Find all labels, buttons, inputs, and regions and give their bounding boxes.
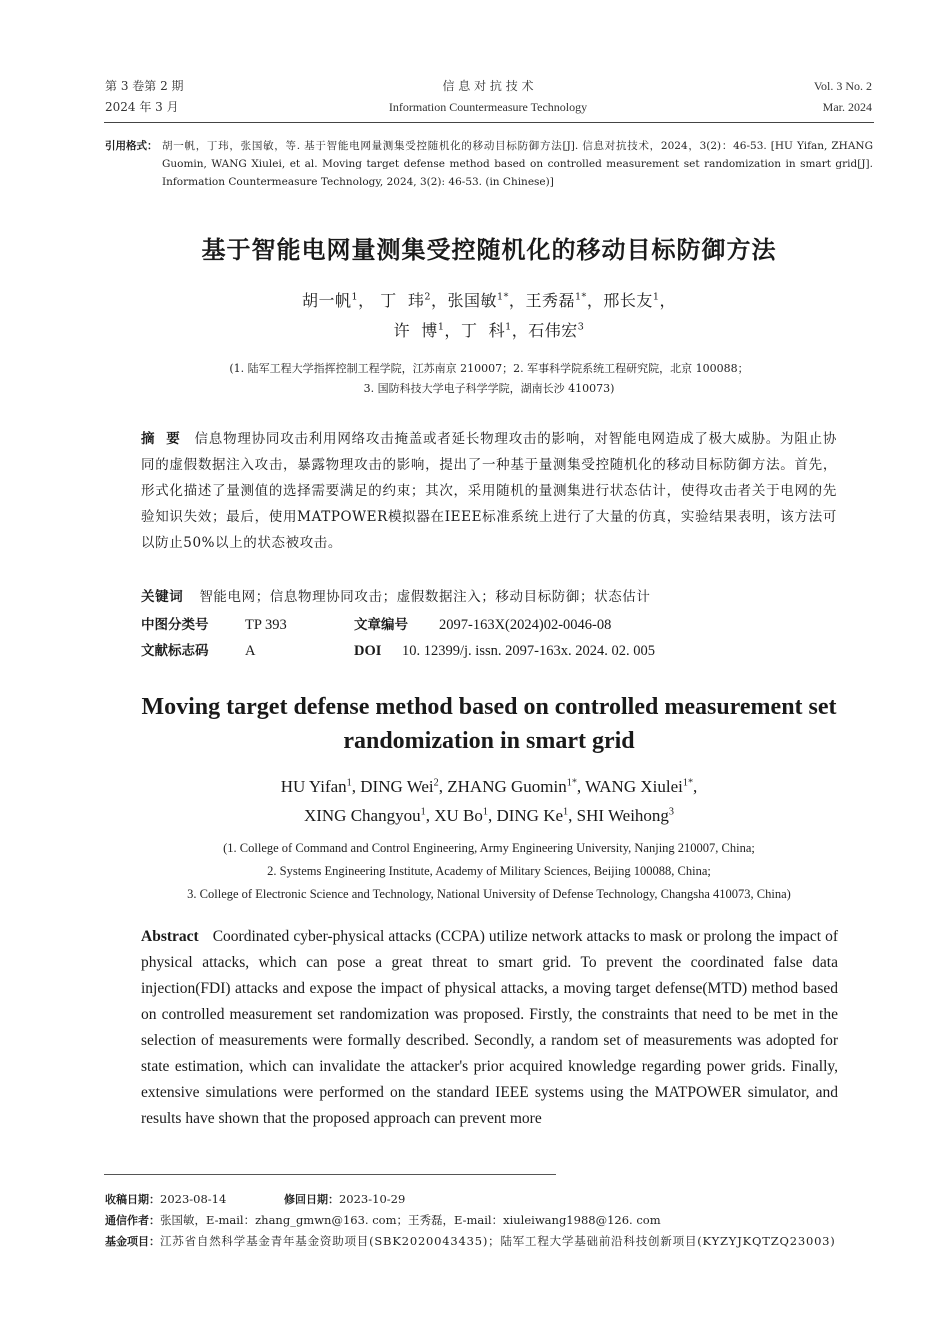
footnotes	[105, 1189, 875, 1252]
author-cn: 丁 玮$^2$	[380, 291, 431, 310]
footnote-fund	[105, 1231, 875, 1252]
article-no-value: 2097-163X(2024)02-0046-08	[439, 617, 612, 633]
author-cn: 胡一帆$^1$	[301, 291, 359, 310]
clc-label: 中图分类号	[141, 617, 209, 633]
author-en: SHI Weihong$^3$	[576, 806, 675, 825]
authors-en-line2: XING Changyou$^1$, XU Bo$^1$, DING Ke$^1$, SHI Weihong$^3$	[303, 806, 675, 825]
footnote-dates	[105, 1189, 875, 1210]
meta-row-1	[141, 613, 837, 639]
author-cn: 邢长友$^1$	[603, 291, 660, 310]
volume-issue-en: Vol. 3 No. 2	[813, 79, 872, 93]
author-cn: 王秀磊$^{1*}$	[525, 291, 587, 310]
header-left	[105, 76, 184, 118]
abstract-cn-text: 信息物理协同攻击利用网络攻击掩盖或者延长物理攻击的影响，对智能电网造成了极大威胁。为阻止协同的虚假数据注入攻击，暴露物理攻击的影响，提出了一种基于量测集受控随机化的移动目标防御方法。首先，形式化描述了量测值的选择需要满足的约束；其次，采用随机的量测集进行状态估计，使得攻击者关于电网的先验知识失效；最后，使用MATPOWER模拟器在IEEE标准系统上进行了大量的仿真，实验结果表明，该方法可以防止50%以上的状态被攻击。	[141, 431, 837, 551]
fund-value: 江苏省自然科学基金青年基金资助项目(SBK2020043435)；陆军工程大学基础前沿科技创新项目(KYZYJKQTZQ23003)	[160, 1234, 836, 1248]
doc-code-value: A	[245, 643, 256, 659]
author-cn: 张国敏$^{1*}$	[447, 291, 509, 310]
affiliations-cn	[60, 359, 918, 399]
author-cn: 许 博$^1$	[393, 321, 445, 340]
abstract-cn-label: 摘 要	[141, 431, 181, 447]
author-cn: 丁 科$^1$	[460, 321, 512, 340]
received-label: 收稿日期：	[105, 1193, 160, 1206]
footnote-corresp	[105, 1210, 875, 1231]
citation-label: 引用格式：	[105, 140, 158, 152]
affiliation-en-line: (1. College of Command and Control Engineering, Army Engineering University, Nanjing 210007, China;	[223, 841, 755, 855]
authors-en-line1: HU Yifan$^1$, DING Wei$^2$, ZHANG Guomin$^{1*}$, WANG Xiulei$^{1*}$,	[280, 777, 698, 796]
header-right	[814, 76, 872, 118]
header-rule	[104, 122, 874, 123]
doi-value: 10. 12399/j. issn. 2097-163x. 2024. 02. 005	[402, 643, 655, 659]
keywords-cn	[141, 586, 837, 608]
journal-name-en: Information Countermeasure Technology	[388, 100, 588, 114]
title-cn: 基于智能电网量测集受控随机化的移动目标防御方法	[201, 236, 777, 264]
fund-label: 基金项目：	[105, 1235, 160, 1248]
author-en: XING Changyou$^1$	[303, 806, 426, 825]
abstract-cn	[141, 426, 837, 556]
revised-value: 2023-10-29	[338, 1192, 406, 1206]
affiliation-en-line: 3. College of Electronic Science and Technology, National University of Defense Technology, Changsha 410073, China)	[187, 887, 791, 901]
meta-block	[141, 613, 837, 665]
author-en: ZHANG Guomin$^{1*}$	[447, 777, 577, 796]
keywords-text: 智能电网；信息物理协同攻击；虚假数据注入；移动目标防御；状态估计	[199, 589, 651, 605]
authors-cn-line2: 许 博$^1$，丁 科$^1$，石伟宏$^3$	[393, 321, 585, 340]
author-en: XU Bo$^1$	[434, 806, 488, 825]
affiliation-cn-line: (1. 陆军工程大学指挥控制工程学院，江苏南京 210007；2. 军事科学院系统工程研究院，北京 100088；	[229, 362, 749, 375]
pub-date-en: Mar. 2024	[822, 100, 872, 114]
title-en: Moving target defense method based on controlled measurement set randomization in smart grid	[141, 694, 837, 754]
footnote-rule	[104, 1174, 556, 1175]
article-no-label: 文章编号	[354, 617, 408, 633]
keywords-label: 关键词	[141, 589, 184, 605]
author-en: DING Ke$^1$	[496, 806, 569, 825]
volume-issue: 第 3 卷第 2 期	[105, 79, 184, 93]
pub-date: 2024 年 3 月	[105, 100, 179, 114]
citation-text: 胡一帆，丁玮，张国敏，等. 基于智能电网量测集受控随机化的移动目标防御方法[J]. 信息对抗技术，2024，3(2)：46-53. [HU Yifan, ZHANG Guomin, WANG Xiulei, et al. Moving target defense method based on controlled measurement set randomization in smart grid[J]. Information Countermeasure Technology, 2024, 3(2): 46-53. (in Chinese)]	[162, 140, 873, 188]
doi-label: DOI	[354, 643, 382, 659]
corresp-value: 张国敏，E-mail：zhang_gmwn@163. com；王秀磊，E-mail：xiuleiwang1988@126. com	[160, 1213, 661, 1227]
doc-code-label: 文献标志码	[141, 643, 209, 659]
received-value: 2023-08-14	[160, 1192, 227, 1206]
header-center	[300, 76, 676, 118]
abstract-en-label: Abstract	[141, 928, 199, 945]
author-en: WANG Xiulei$^{1*}$	[585, 777, 694, 796]
authors-cn-line1: 胡一帆$^1$， 丁 玮$^2$，张国敏$^{1*}$，王秀磊$^{1*}$，邢长友$^1$，	[301, 291, 677, 310]
authors-en	[60, 772, 918, 830]
author-cn: 石伟宏$^3$	[528, 321, 585, 340]
author-en: DING Wei$^2$	[360, 777, 439, 796]
affiliations-en	[60, 837, 918, 906]
corresp-label: 通信作者：	[105, 1214, 160, 1227]
journal-name-cn: 信 息 对 抗 技 术	[442, 79, 534, 93]
clc-value: TP 393	[245, 617, 287, 633]
meta-row-2	[141, 639, 837, 665]
affiliation-cn-line: 3. 国防科技大学电子科学学院，湖南长沙 410073)	[363, 382, 615, 395]
authors-cn	[60, 286, 918, 346]
abstract-en-text: Coordinated cyber-physical attacks (CCPA) utilize network attacks to mask or prolong the impact of physical attacks, which can pose a great threat to smart grid. To prevent the coordinated false data injection(FDI) attacks and expose the impact of physical attacks, a moving target defense(MTD) method based on controlled measurement set randomization was proposed. Firstly, the constraints that need to be met in the selection of measurements were formally described. Secondly, a random set of measurements was adopted for state estimation, which can invalidate the attacker's prior acquired knowledge regarding power grids. Finally, extensive simulations were performed on the standard IEEE systems using the MATPOWER simulator, and results have shown that the proposed approach can prevent more	[141, 928, 838, 1127]
affiliation-en-line: 2. Systems Engineering Institute, Academy of Military Sciences, Beijing 100088, China;	[267, 864, 711, 878]
abstract-en	[141, 924, 838, 1132]
revised-label: 修回日期：	[283, 1193, 339, 1206]
author-en: HU Yifan$^1$	[280, 777, 352, 796]
